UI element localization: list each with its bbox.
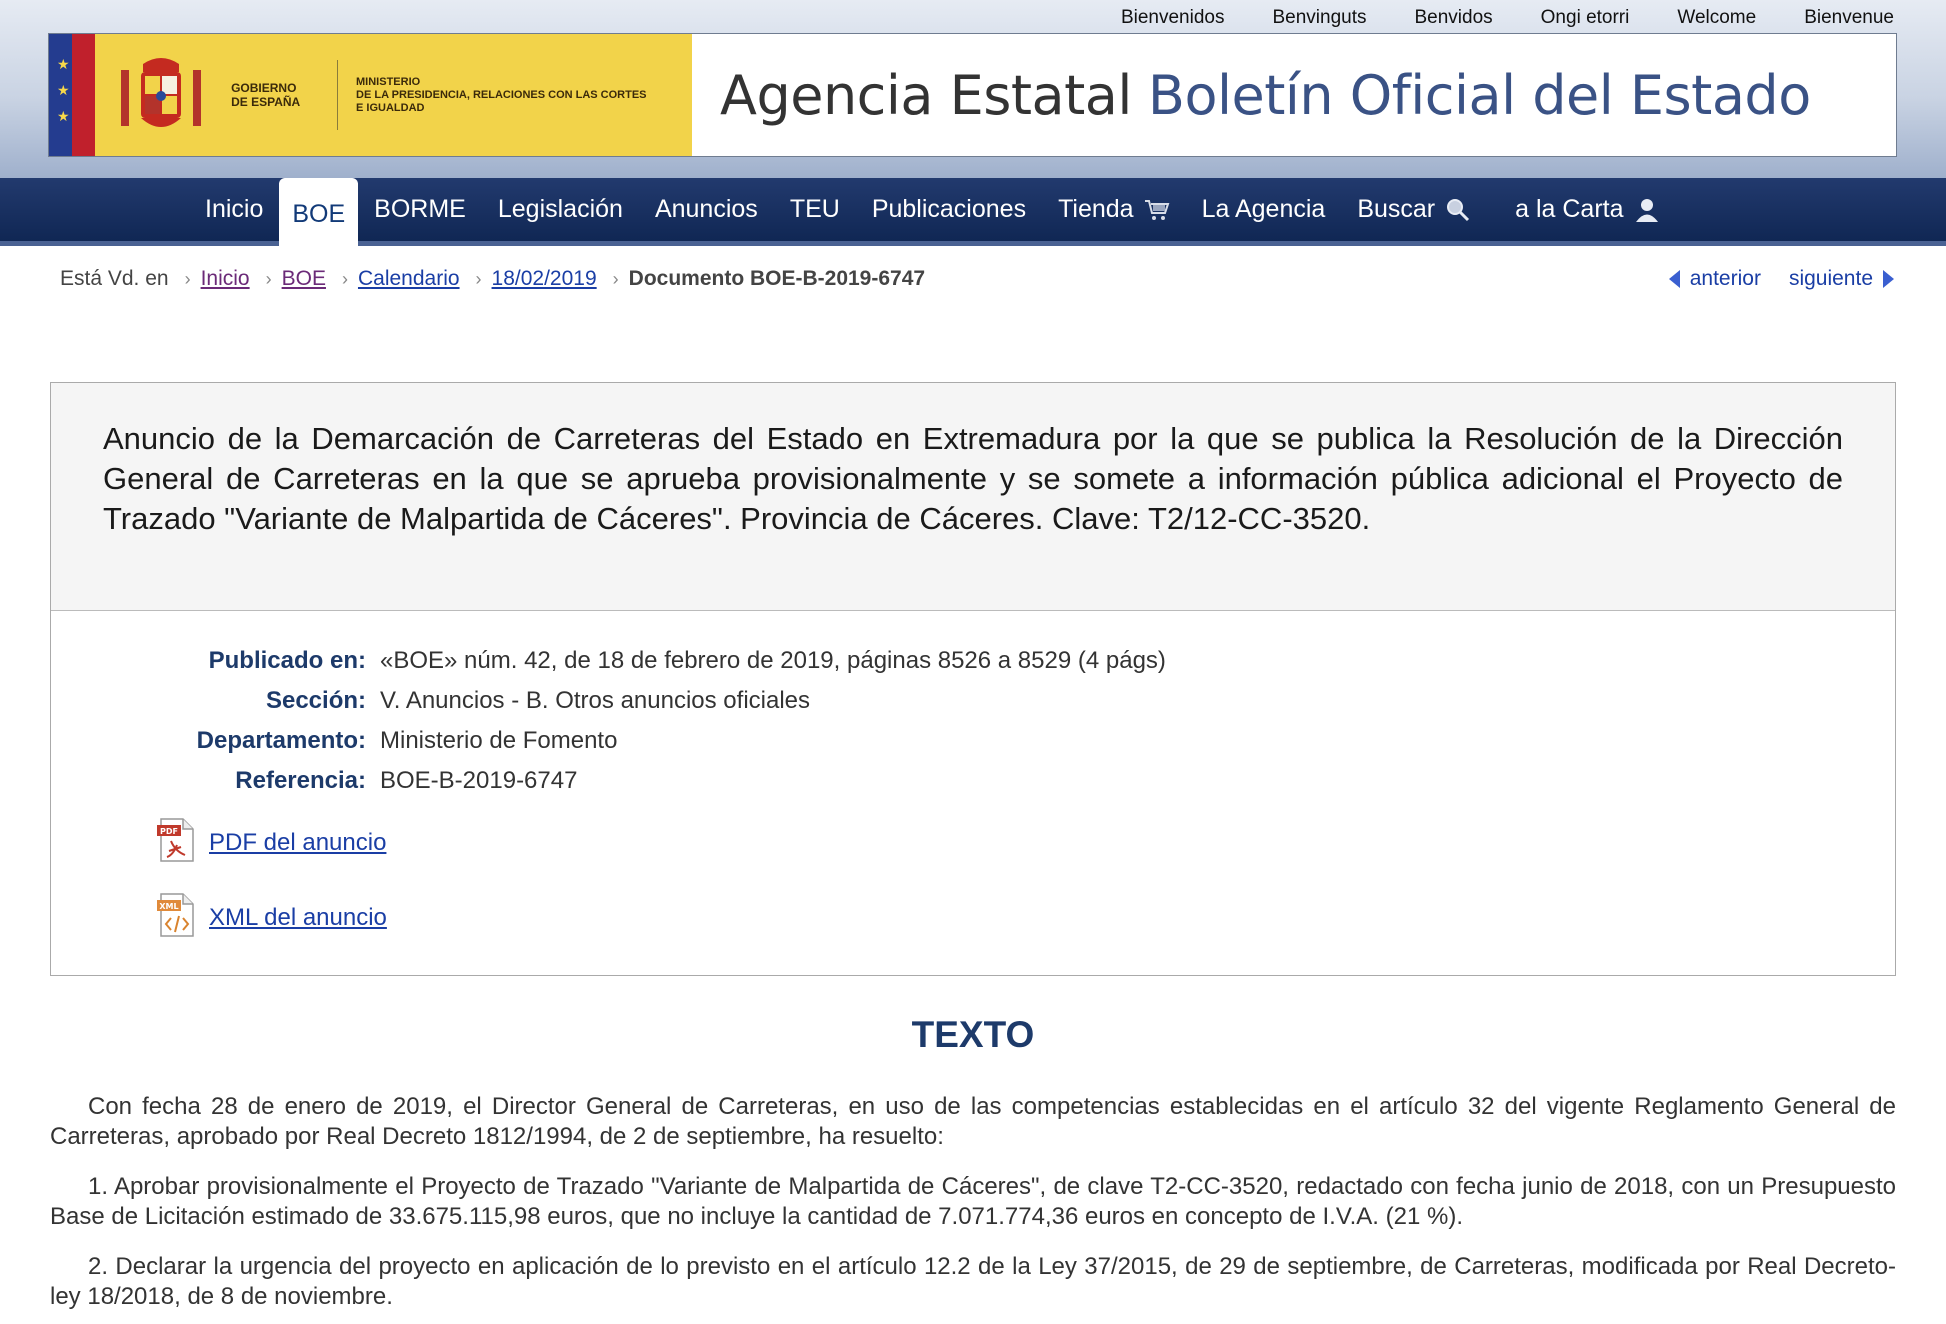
meta-published [51,641,1895,681]
paragraph: 1. Aprobar provisionalmente el Proyecto de Trazado "Variante de Malpartida de Cáceres", de clave T2-CC-3520, redactado con fecha junio de 2018, con un Presupuesto Base de Licitación estimado de 33.675.115,98 euros, que no incluye la cantidad de 7.071.774,36 euros en concepto de I.V.A. (21 %). [50,1173,1896,1230]
nav-label: BORME [374,195,466,223]
meta-reference [51,761,1895,801]
pdf-icon[interactable] [155,817,197,870]
document-body [50,1092,1896,1324]
breadcrumb-date[interactable]: 18/02/2019 [491,267,597,290]
gov-line-1: GOBIERNO [231,81,297,95]
document-title: Anuncio de la Demarcación de Carreteras del Estado en Extremadura por la que se publica la Resolución de la Dirección General de Carreteras en la que se aprueba provisionalmente y se somete a información pública adicional el Proyecto de Trazado "Variante de Malpartida de Cáceres". Provincia de Cáceres. Clave: T2/12-CC-3520. [51,383,1895,611]
chevron-right-icon: › [341,268,348,289]
nav-label: Buscar [1357,195,1436,223]
document-pager [1669,267,1894,291]
nav-boe[interactable] [279,178,358,251]
eu-flag-strip: ★ ★ ★ [49,34,95,156]
government-text [231,81,327,109]
chevron-right-icon: › [475,268,482,289]
breadcrumb-boe[interactable]: BOE [281,267,326,290]
ministry-line-3: E IGUALDAD [356,101,425,114]
pdf-link[interactable]: PDF del anuncio [209,829,387,856]
lang-es[interactable]: Bienvenidos [1120,7,1225,28]
svg-text:PDF: PDF [160,826,178,836]
meta-label: Publicado en: [208,647,366,674]
meta-value: BOE-B-2019-6747 [380,767,578,794]
previous-link[interactable]: anterior [1689,267,1761,290]
paragraph: 2. Declarar la urgencia del proyecto en aplicación de lo previsto en el artículo 12.2 de la Ley 37/2015, de 29 de septiembre, de Carreteras, modificada por Real Decreto-ley 18/2018, de 8 de noviembre. [50,1253,1896,1310]
agency-title[interactable] [692,34,1896,156]
nav-label: La Agencia [1201,195,1326,223]
document-info-box [50,382,1896,976]
texto-heading: TEXTO [911,1014,1035,1055]
breadcrumb [60,267,925,291]
nav-a-la-carta[interactable] [1499,178,1675,241]
breadcrumb-inicio[interactable]: Inicio [200,267,250,290]
chevron-right-icon: › [612,268,619,289]
nav-legislacion[interactable] [482,178,639,241]
meta-value: V. Anuncios - B. Otros anuncios oficiales [380,687,811,714]
meta-department [51,721,1895,761]
site-header [48,33,1897,157]
chevron-right-icon: › [184,268,191,289]
meta-label: Departamento: [196,727,366,754]
meta-label: Referencia: [235,767,366,794]
ministry-text [356,76,692,115]
svg-text:XML: XML [159,901,179,911]
meta-value: «BOE» núm. 42, de 18 de febrero de 2019, páginas 8526 a 8529 (4 págs) [380,647,1166,674]
arrow-left-icon[interactable] [1669,270,1680,288]
pdf-download [155,819,1895,867]
user-icon [1634,197,1660,223]
nav-borme[interactable] [358,178,482,241]
nav-tienda[interactable] [1042,178,1186,241]
ministry-line-2: DE LA PRESIDENCIA, RELACIONES CON LAS CORTES [356,88,647,101]
nav-teu[interactable] [774,178,856,241]
nav-label: TEU [789,195,840,223]
xml-icon[interactable] [155,892,197,945]
lang-eu[interactable]: Ongi etorri [1540,7,1630,28]
nav-la-agencia[interactable] [1186,178,1342,241]
breadcrumb-prefix: Está Vd. en [60,267,169,290]
agency-name: Agencia Estatal [720,63,1132,127]
paragraph: Con fecha 28 de enero de 2019, el Director General de Carreteras, en uso de las competencias establecidas en el artículo 32 del vigente Reglamento General de Carreteras, aprobado por Real Decreto 1812/1994, de 2 de septiembre, ha resuelto: [50,1093,1896,1150]
gov-line-2: DE ESPAÑA [231,95,301,109]
lang-fr[interactable]: Bienvenue [1804,7,1894,28]
nav-label: Publicaciones [871,195,1027,223]
xml-link[interactable]: XML del anuncio [209,904,387,931]
top-band [0,0,1946,178]
logo-divider [337,60,338,130]
nav-label: a la Carta [1515,195,1624,223]
nav-label: BOE [292,200,346,228]
nav-publicaciones[interactable] [856,178,1042,241]
nav-inicio[interactable] [189,178,279,241]
document-metadata [51,611,1895,942]
meta-section [51,681,1895,721]
lang-en[interactable]: Welcome [1677,7,1757,28]
nav-label: Legislación [497,195,623,223]
nav-label: Tienda [1058,195,1134,223]
cart-icon [1144,198,1170,222]
site-title: Boletín Oficial del Estado [1147,63,1811,127]
nav-anuncios[interactable] [639,178,774,241]
lang-ca[interactable]: Benvinguts [1272,7,1367,28]
breadcrumb-current: Documento BOE-B-2019-6747 [628,267,926,290]
search-icon [1445,197,1471,223]
nav-buscar[interactable] [1341,178,1487,241]
chevron-right-icon: › [265,268,272,289]
ministry-line-1: MINISTERIO [356,75,421,88]
lang-gl[interactable]: Benvidos [1414,7,1493,28]
breadcrumb-calendario[interactable]: Calendario [357,267,460,290]
next-link[interactable]: siguiente [1788,267,1873,290]
meta-value: Ministerio de Fomento [380,727,618,754]
government-logo[interactable] [49,34,692,156]
meta-label: Sección: [265,687,366,714]
coat-of-arms-icon [113,50,209,140]
nav-label: Anuncios [654,195,758,223]
xml-download [155,894,1895,942]
arrow-right-icon[interactable] [1883,270,1894,288]
main-navigation [0,178,1946,246]
language-bar [1073,6,1894,30]
nav-label: Inicio [205,195,264,223]
